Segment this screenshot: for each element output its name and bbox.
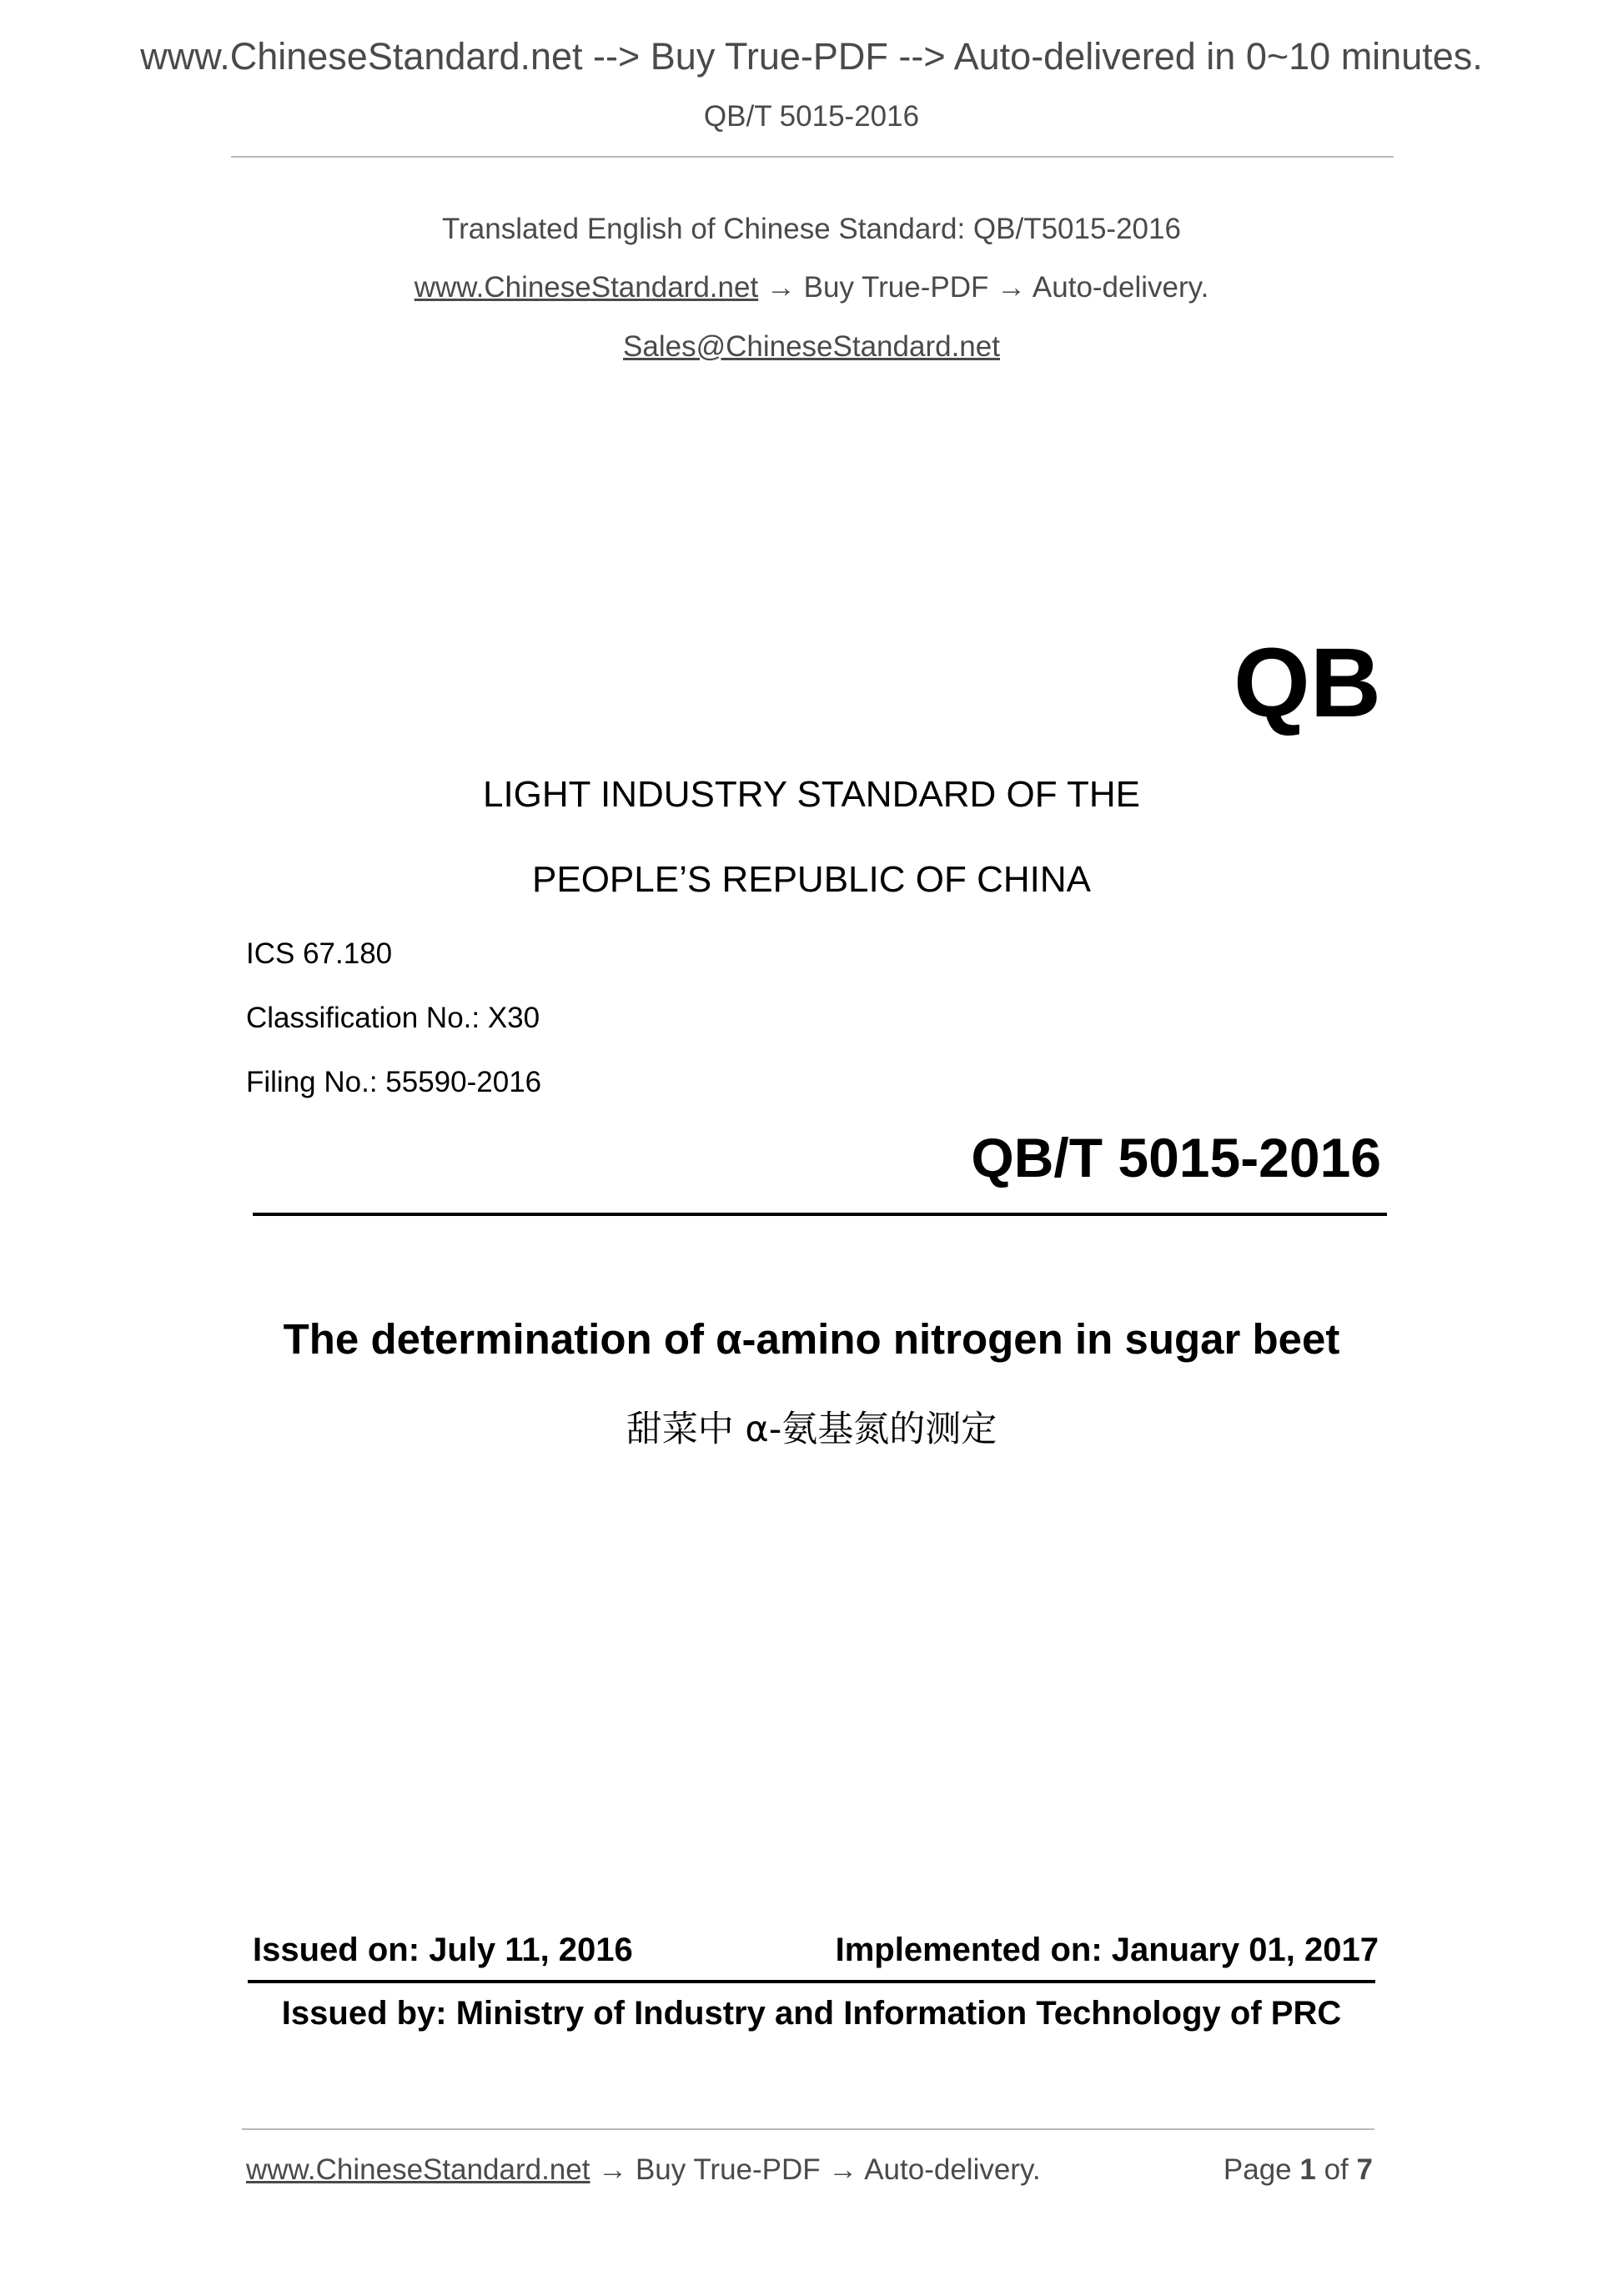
header-banner: www.ChineseStandard.net --> Buy True-PDF --> Auto-delivered in 0~10 minutes. xyxy=(140,35,1483,78)
standard-type-line2: PEOPLE’S REPUBLIC OF CHINA xyxy=(532,859,1091,900)
page-total: 7 xyxy=(1356,2153,1373,2186)
implemented-on: Implemented on: January 01, 2017 xyxy=(835,1932,1379,1968)
footer-buy-line xyxy=(246,2153,1041,2187)
issued-by: Issued by: Ministry of Industry and Information Technology of PRC xyxy=(281,1995,1342,2032)
header-divider xyxy=(231,156,1394,158)
arrow-icon: → xyxy=(598,2153,628,2186)
filing-no: Filing No.: 55590-2016 xyxy=(246,1066,542,1098)
issued-on: Issued on: July 11, 2016 xyxy=(253,1932,633,1968)
chinese-title: 甜菜中 α-氨基氮的测定 xyxy=(626,1409,997,1450)
arrow-icon: → xyxy=(997,271,1027,304)
intro-buy-line xyxy=(0,271,1623,304)
footer-site-link[interactable]: www.ChineseStandard.net xyxy=(246,2153,590,2186)
page-label: Page xyxy=(1223,2153,1292,2186)
standard-number: QB/T 5015-2016 xyxy=(971,1127,1381,1188)
standard-divider xyxy=(253,1213,1387,1216)
standard-type-line1: LIGHT INDUSTRY STANDARD OF THE xyxy=(482,774,1141,815)
arrow-icon: → xyxy=(766,271,796,304)
english-title: The determination of α-amino nitrogen in sugar beet xyxy=(283,1315,1340,1363)
page-indicator xyxy=(1224,2153,1373,2187)
footer-divider xyxy=(242,2128,1374,2130)
issue-divider xyxy=(248,1980,1375,1983)
footer-buy-text: Buy True-PDF xyxy=(635,2153,821,2186)
translated-line: Translated English of Chinese Standard: QB/T5015-2016 xyxy=(442,213,1181,245)
delivery-text: Auto-delivery. xyxy=(1032,271,1209,304)
page-number: 1 xyxy=(1299,2153,1316,2186)
arrow-icon: → xyxy=(828,2153,858,2186)
classification-no: Classification No.: X30 xyxy=(246,1002,540,1034)
footer-delivery-text: Auto-delivery. xyxy=(864,2153,1041,2186)
ics-code: ICS 67.180 xyxy=(246,937,393,970)
of-label: of xyxy=(1324,2153,1349,2186)
email-line xyxy=(0,330,1623,364)
qb-logo: QB xyxy=(1234,628,1381,738)
email-link[interactable]: Sales@ChineseStandard.net xyxy=(623,330,1000,363)
header-doc-code: QB/T 5015-2016 xyxy=(703,100,920,133)
buy-text: Buy True-PDF xyxy=(803,271,989,304)
site-link[interactable]: www.ChineseStandard.net xyxy=(414,271,759,304)
